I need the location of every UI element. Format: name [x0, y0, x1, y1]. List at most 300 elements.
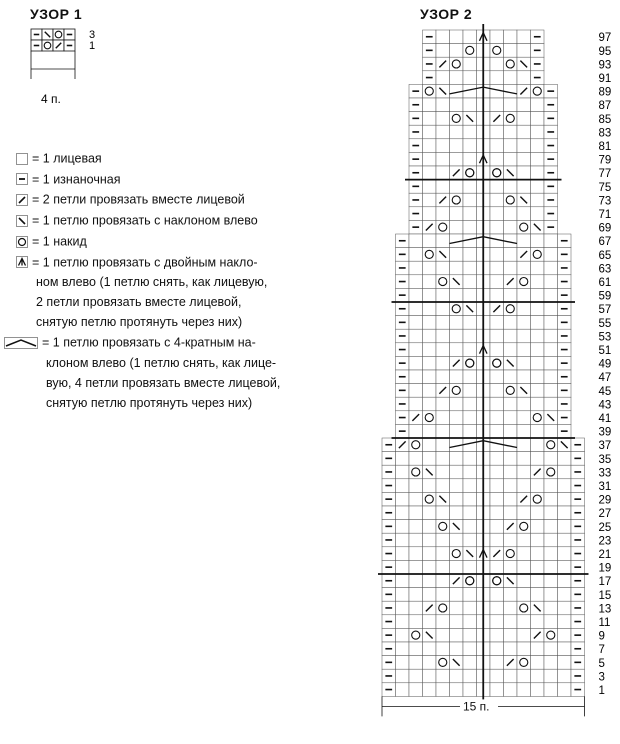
pattern2-cell: [436, 261, 450, 275]
pattern2-cell: [517, 356, 531, 370]
pattern1-row-label: 1: [89, 40, 96, 52]
pattern2-cell: [504, 465, 518, 479]
pattern2-cell: [517, 261, 531, 275]
pattern2-row-label: 97: [598, 32, 612, 45]
pattern2-cell: [517, 601, 531, 615]
pattern2-cell: [423, 166, 437, 180]
pattern2-cell: [490, 44, 504, 58]
legend-text: 2 петли провязать вместе лицевой,: [36, 295, 242, 310]
pattern2-cell: [450, 601, 464, 615]
pattern2-cell: [490, 152, 504, 166]
pattern2-cell: [409, 397, 423, 411]
pattern2-cell: [544, 615, 558, 629]
pattern2-cell: [436, 424, 450, 438]
pattern2-cell: [463, 248, 477, 262]
pattern2-cell: [517, 288, 531, 302]
pattern2-chart: [360, 24, 620, 740]
pattern2-cell: [544, 683, 558, 697]
pattern2-cell: [504, 193, 518, 207]
pattern2-cell: [423, 615, 437, 629]
pattern2-cell: [450, 492, 464, 506]
pattern2-cell: [517, 656, 531, 670]
pattern2-cell: [558, 492, 572, 506]
pattern2-cell: [504, 560, 518, 574]
pattern2-cell: [490, 370, 504, 384]
pattern2-row-label: 93: [598, 59, 612, 72]
pattern2-cell: [450, 57, 464, 71]
pattern2-cell: [423, 642, 437, 656]
pattern2-cell: [517, 574, 531, 588]
pattern2-cell: [450, 533, 464, 547]
pattern2-row-label: 57: [598, 304, 612, 317]
k2tog-icon: [16, 194, 28, 206]
pattern2-cell: [558, 615, 572, 629]
pattern2-cell: [531, 520, 545, 534]
pattern2-cell: [544, 384, 558, 398]
pattern2-cell: [531, 370, 545, 384]
pattern2-cell: [531, 316, 545, 330]
pattern2-cell: [463, 71, 477, 85]
pattern2-row-label: 31: [598, 480, 612, 493]
pattern2-cell: [463, 669, 477, 683]
pattern2-cell: [490, 98, 504, 112]
pattern2-cell: [504, 343, 518, 357]
pattern2-cell: [517, 302, 531, 316]
pattern2-cell: [463, 533, 477, 547]
legend-text: = 1 лицевая: [32, 151, 102, 166]
pattern2-cell: [558, 601, 572, 615]
pattern2-cell: [409, 343, 423, 357]
pattern2-row-label: 49: [598, 358, 612, 371]
pattern2-cell: [490, 479, 504, 493]
pattern2-row-label: 21: [598, 548, 612, 561]
pattern2-cell: [504, 615, 518, 629]
pattern2-cell: [463, 492, 477, 506]
pattern2-row-label: 85: [598, 113, 612, 126]
pattern2-cell: [463, 520, 477, 534]
pattern2-cell: [544, 288, 558, 302]
pattern2-cell: [504, 316, 518, 330]
pattern2-cell: [531, 343, 545, 357]
pattern2-cell: [490, 139, 504, 153]
pattern2-cell: [409, 275, 423, 289]
pattern2-cell: [531, 207, 545, 221]
pattern2-cell: [396, 574, 410, 588]
pattern2-cell: [490, 560, 504, 574]
pattern2-cell: [517, 71, 531, 85]
pattern2-row-label: 75: [598, 181, 612, 194]
pattern2-row-label: 67: [598, 236, 612, 249]
pattern2-cell: [409, 288, 423, 302]
pattern2-cell: [423, 275, 437, 289]
pattern2-cell: [436, 574, 450, 588]
pattern2-cell: [436, 234, 450, 248]
pattern2-cell: [423, 234, 437, 248]
pattern2-cell: [450, 302, 464, 316]
pattern2-cell: [396, 588, 410, 602]
pattern2-row-label: 3: [598, 671, 605, 684]
pattern2-cell: [409, 533, 423, 547]
pattern2-cell: [544, 234, 558, 248]
pattern2-width-label: 15 п.: [463, 699, 490, 714]
pattern2-cell: [436, 220, 450, 234]
ssk-icon: [16, 215, 28, 227]
pattern2-cell: [504, 57, 518, 71]
pattern2-cell: [504, 384, 518, 398]
pattern2-row-label: 47: [598, 372, 612, 385]
pattern2-cell: [531, 411, 545, 425]
legend-text: = 1 петлю провязать с наклоном влево: [32, 213, 258, 228]
pattern2-cell: [531, 193, 545, 207]
pattern2-cell: [450, 71, 464, 85]
pattern2-cell: [423, 520, 437, 534]
pattern2-cell: [517, 642, 531, 656]
pattern2-cell: [436, 44, 450, 58]
pattern2-cell: [436, 166, 450, 180]
pattern2-cell: [450, 411, 464, 425]
pattern2-row-label: 15: [598, 589, 612, 602]
pattern2-cell: [450, 207, 464, 221]
pattern2-cell: [531, 615, 545, 629]
pattern2-cell: [463, 465, 477, 479]
pattern2-cell: [504, 411, 518, 425]
pattern2-cell: [423, 492, 437, 506]
pattern2-cell: [544, 438, 558, 452]
pattern2-cell: [409, 302, 423, 316]
pattern2-cell: [504, 479, 518, 493]
pattern2-cell: [423, 438, 437, 452]
pattern2-cell: [436, 683, 450, 697]
pattern2-cell: [463, 683, 477, 697]
pattern2-cell: [450, 384, 464, 398]
pattern2-cell: [396, 656, 410, 670]
pattern1-chart: [29, 27, 139, 117]
pattern2-row-label: 77: [598, 168, 612, 181]
pattern2-cell: [423, 560, 437, 574]
pattern2-row-label: 65: [598, 249, 612, 262]
pattern2-cell: [436, 452, 450, 466]
pattern2-cell: [558, 628, 572, 642]
pattern2-cell: [531, 479, 545, 493]
pattern2-cell: [504, 220, 518, 234]
pattern2-cell: [544, 452, 558, 466]
pattern2-cell: [450, 397, 464, 411]
pattern2-cell: [463, 98, 477, 112]
pattern2-cell: [423, 506, 437, 520]
pattern2-row-label: 55: [598, 317, 612, 330]
knit-icon: [16, 153, 28, 165]
pattern2-cell: [409, 601, 423, 615]
pattern2-cell: [423, 384, 437, 398]
pattern2-cell: [450, 642, 464, 656]
double-decrease-icon: [16, 256, 28, 268]
legend-item: [16, 148, 356, 169]
pattern2-cell: [504, 302, 518, 316]
legend-item: [16, 169, 356, 190]
pattern2-cell: [504, 288, 518, 302]
pattern2-cell: [517, 533, 531, 547]
pattern2-cell: [450, 125, 464, 139]
pattern2-cell: [436, 275, 450, 289]
pattern2-cell: [517, 547, 531, 561]
pattern2-title: УЗОР 2: [420, 6, 473, 22]
pattern2-cell: [423, 656, 437, 670]
pattern2-cell: [490, 248, 504, 262]
pattern2-cell: [531, 533, 545, 547]
pattern2-cell: [396, 479, 410, 493]
pattern2-cell: [409, 452, 423, 466]
pattern2-cell: [490, 574, 504, 588]
pattern2-cell: [517, 220, 531, 234]
pattern2-cell: [544, 560, 558, 574]
pattern2-cell: [504, 112, 518, 126]
pattern2-cell: [531, 139, 545, 153]
pattern2-cell: [436, 71, 450, 85]
pattern2-cell: [504, 588, 518, 602]
pattern2-cell: [517, 397, 531, 411]
pattern2-cell: [409, 492, 423, 506]
pattern2-row-label: 43: [598, 399, 612, 412]
pattern2-row-label: 63: [598, 263, 612, 276]
pattern2-cell: [409, 261, 423, 275]
pattern2-row-label: 39: [598, 426, 612, 439]
pattern2-row-label: 5: [598, 657, 605, 670]
pattern2-cell: [423, 574, 437, 588]
pattern2-cell: [436, 628, 450, 642]
pattern2-row-label: 23: [598, 535, 612, 548]
pattern2-cell: [490, 588, 504, 602]
pattern2-cell: [450, 139, 464, 153]
pattern2-cell: [409, 683, 423, 697]
pattern2-cell: [531, 384, 545, 398]
pattern2-cell: [436, 547, 450, 561]
pattern2-cell: [517, 452, 531, 466]
pattern2-cell: [463, 560, 477, 574]
pattern2-cell: [504, 261, 518, 275]
pattern2-cell: [436, 125, 450, 139]
legend-item: [16, 252, 356, 333]
yarn-over-icon: [16, 236, 28, 248]
pattern2-cell: [396, 465, 410, 479]
pattern2-cell: [544, 492, 558, 506]
pattern2-cell: [531, 574, 545, 588]
pattern2-row-label: 37: [598, 440, 612, 453]
pattern2-cell: [531, 683, 545, 697]
pattern2-cell: [436, 533, 450, 547]
pattern2-cell: [463, 656, 477, 670]
pattern2-row-label: 11: [598, 616, 611, 629]
pattern2-cell: [423, 248, 437, 262]
pattern2-cell: [423, 98, 437, 112]
pattern2-cell: [490, 628, 504, 642]
pattern2-row-label: 61: [598, 276, 612, 289]
pattern2-cell: [396, 601, 410, 615]
pattern2-cell: [450, 452, 464, 466]
pattern2-cell: [436, 479, 450, 493]
pattern1-width-label: 4 п.: [41, 92, 61, 106]
pattern2-row-label: 89: [598, 86, 612, 99]
pattern2-row-label: 9: [598, 630, 605, 643]
pattern2-cell: [517, 112, 531, 126]
pattern2-cell: [463, 44, 477, 58]
pattern2-row-label: 25: [598, 521, 612, 534]
pattern2-cell: [504, 44, 518, 58]
pattern2-cell: [463, 139, 477, 153]
pattern2-cell: [423, 533, 437, 547]
pattern2-cell: [409, 329, 423, 343]
pattern2-cell: [490, 615, 504, 629]
pattern2-cell: [504, 30, 518, 44]
pattern2-cell: [490, 261, 504, 275]
pattern2-cell: [504, 139, 518, 153]
pattern2-cell: [517, 180, 531, 194]
legend-item: [4, 332, 356, 413]
pattern2-cell: [463, 479, 477, 493]
pattern2-cell: [490, 125, 504, 139]
pattern2-cell: [450, 316, 464, 330]
pattern2-cell: [558, 465, 572, 479]
pattern2-cell: [490, 452, 504, 466]
pattern2-row-label: 1: [598, 684, 605, 697]
pattern2-cell: [490, 465, 504, 479]
pattern2-row-label: 27: [598, 508, 612, 521]
pattern2-cell: [531, 302, 545, 316]
legend-text: ном влево (1 петлю снять, как лицевую,: [36, 275, 268, 290]
pattern2-cell: [450, 560, 464, 574]
pattern2-cell: [396, 628, 410, 642]
pattern2-cell: [463, 152, 477, 166]
quad-decrease-icon: [4, 337, 38, 349]
pattern2-cell: [504, 683, 518, 697]
pattern2-cell: [517, 125, 531, 139]
pattern2-cell: [423, 193, 437, 207]
pattern2-cell: [436, 438, 450, 452]
pattern2-cell: [558, 656, 572, 670]
pattern2-cell: [517, 479, 531, 493]
pattern2-cell: [517, 207, 531, 221]
pattern2-cell: [544, 329, 558, 343]
pattern2-cell: [558, 533, 572, 547]
pattern2-cell: [423, 112, 437, 126]
pattern2-cell: [531, 261, 545, 275]
pattern2-cell: [436, 207, 450, 221]
pattern2-cell: [490, 411, 504, 425]
pattern2-cell: [463, 506, 477, 520]
pattern2-cell: [544, 275, 558, 289]
pattern2-cell: [436, 656, 450, 670]
pattern2-cell: [463, 615, 477, 629]
pattern2-cell: [504, 329, 518, 343]
pattern2-cell: [558, 642, 572, 656]
pattern2-cell: [396, 642, 410, 656]
pattern2-cell: [463, 207, 477, 221]
pattern2-cell: [436, 465, 450, 479]
pattern2-cell: [544, 601, 558, 615]
pattern2-cell: [463, 220, 477, 234]
pattern2-cell: [531, 180, 545, 194]
purl-icon: [16, 173, 28, 185]
pattern2-cell: [436, 302, 450, 316]
pattern2-row-label: 73: [598, 195, 612, 208]
pattern2-cell: [517, 520, 531, 534]
pattern2-cell: [517, 560, 531, 574]
pattern2-row-label: 91: [598, 72, 612, 85]
pattern2-cell: [409, 465, 423, 479]
pattern2-cell: [544, 520, 558, 534]
pattern2-cell: [531, 98, 545, 112]
pattern2-cell: [490, 384, 504, 398]
pattern2-cell: [450, 479, 464, 493]
pattern2-cell: [463, 424, 477, 438]
pattern2-cell: [436, 397, 450, 411]
pattern2-cell: [463, 180, 477, 194]
pattern2-cell: [558, 452, 572, 466]
pattern2-cell: [504, 248, 518, 262]
pattern2-cell: [436, 370, 450, 384]
pattern2-cell: [396, 547, 410, 561]
pattern2-cell: [436, 520, 450, 534]
pattern2-cell: [517, 275, 531, 289]
pattern2-cell: [531, 248, 545, 262]
pattern2-cell: [517, 44, 531, 58]
pattern2-cell: [463, 329, 477, 343]
pattern2-cell: [517, 370, 531, 384]
pattern2-cell: [544, 656, 558, 670]
pattern2-cell: [450, 669, 464, 683]
pattern2-cell: [450, 615, 464, 629]
pattern2-cell: [450, 288, 464, 302]
pattern2-cell: [517, 628, 531, 642]
pattern2-cell: [490, 642, 504, 656]
pattern2-cell: [517, 588, 531, 602]
pattern2-cell: [436, 139, 450, 153]
pattern2-row-label: 69: [598, 222, 612, 235]
pattern2-cell: [490, 520, 504, 534]
pattern2-cell: [558, 520, 572, 534]
pattern2-cell: [490, 329, 504, 343]
pattern2-cell: [490, 656, 504, 670]
legend-text: = 1 петлю провязать с двойным накло-: [32, 255, 258, 270]
pattern2-cell: [490, 180, 504, 194]
pattern2-cell: [463, 57, 477, 71]
pattern2-cell: [436, 288, 450, 302]
pattern2-cell: [517, 329, 531, 343]
pattern2-cell: [409, 384, 423, 398]
pattern2-cell: [504, 125, 518, 139]
pattern2-cell: [531, 656, 545, 670]
pattern2-cell: [531, 329, 545, 343]
pattern2-cell: [409, 656, 423, 670]
pattern2-cell: [504, 628, 518, 642]
pattern2-cell: [450, 248, 464, 262]
pattern2-cell: [436, 112, 450, 126]
pattern2-row-label: 59: [598, 290, 612, 303]
pattern2-cell: [504, 207, 518, 221]
pattern2-cell: [436, 506, 450, 520]
pattern2-cell: [423, 370, 437, 384]
pattern2-cell: [517, 343, 531, 357]
pattern2-row-label: 33: [598, 467, 612, 480]
legend-text: = 1 петлю провязать с 4-кратным на-: [42, 335, 256, 350]
pattern2-cell: [544, 642, 558, 656]
pattern2-cell: [423, 547, 437, 561]
pattern2-cell: [504, 601, 518, 615]
pattern2-cell: [463, 125, 477, 139]
pattern2-cell: [490, 533, 504, 547]
pattern2-cell: [544, 261, 558, 275]
pattern2-cell: [517, 98, 531, 112]
pattern2-cell: [423, 479, 437, 493]
